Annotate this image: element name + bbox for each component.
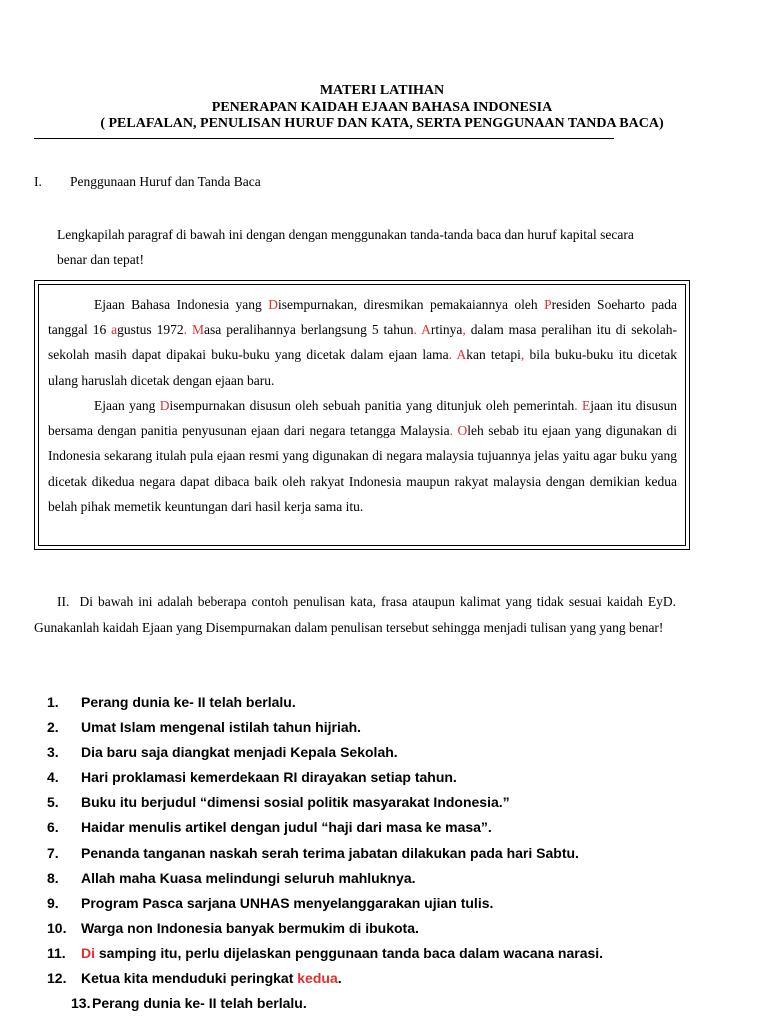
list-item: [0, 715, 768, 740]
list-item-text: [81, 916, 419, 941]
list-item-segment: Hari proklamasi kemerdekaan RI dirayakan setiap tahun.: [81, 769, 457, 786]
list-item-text: [81, 866, 416, 891]
paragraph-text: Ejaan Bahasa Indonesia yang: [94, 297, 269, 312]
correction-mark: P: [544, 297, 552, 312]
list-item-segment: .: [337, 970, 342, 987]
exercise-box: [34, 280, 690, 550]
list-item-number: 1.: [47, 694, 59, 710]
list-item-number: 10.: [47, 919, 67, 936]
list-item: [0, 891, 768, 916]
list-item-number: 4.: [47, 769, 59, 786]
doc-scope: ( PELAFALAN, PENULISAN HURUF DAN KATA, SERTA PENGGUNAAN TANDA BACA): [100, 116, 664, 131]
paragraph-text: bila buku-buku itu dicetak ulang haruslah dicetak dengan ejaan baru.: [48, 347, 677, 388]
list-item: [0, 866, 768, 891]
list-item-text: [81, 966, 342, 991]
list-item-number: 6.: [47, 819, 59, 836]
list-item-segment: Haidar menulis artikel dengan judul “haji dari masa ke masa”.: [81, 819, 492, 836]
list-item-text: [81, 715, 361, 740]
section-2: [34, 589, 676, 640]
list-item: [0, 815, 768, 840]
paragraph-text: isempurnakan disusun oleh sebuah panitia yang ditunjuk oleh pemerintah: [169, 398, 575, 413]
correction-mark: D: [268, 297, 278, 312]
paragraph-text: isempurnakan, diresmikan pemakaiannya oleh: [278, 297, 545, 312]
paragraph-text: gustus 1972: [117, 322, 184, 338]
list-item-text: [92, 991, 307, 1016]
section-1-instruction: Lengkapilah paragraf di bawah ini dengan dengan menggunakan tanda-tanda baca dan huruf kapital secara benar dan tepat!: [57, 227, 634, 267]
paragraph-text: residen Soeharto pada tanggal 16: [48, 297, 677, 338]
list-item-text: [81, 740, 398, 765]
list-item-text: [81, 690, 296, 715]
list-item-number: 9.: [47, 894, 59, 911]
exercise-paragraph-1: [48, 292, 677, 393]
section-2-number: II.: [57, 594, 70, 609]
section-2-instruction: [34, 589, 676, 640]
list-item-number: 8.: [47, 869, 59, 886]
list-item-segment: Ketua kita menduduki peringkat: [81, 970, 298, 987]
paragraph-text: rtinya: [430, 322, 463, 338]
correction-mark: a: [111, 322, 118, 338]
list-item-segment: Allah maha Kuasa melindungi seluruh mahluknya.: [81, 869, 416, 886]
list-item-text: [81, 941, 603, 966]
section-1-title: Penggunaan Huruf dan Tanda Baca: [70, 174, 261, 189]
paragraph-text: jaan itu disusun bersama dengan panitia penyusunan ejaan dari negara tetangga Malaysia: [48, 398, 678, 439]
correction-mark: ,: [520, 347, 525, 363]
list-item-text: [81, 790, 510, 815]
exercise-box-inner: [38, 284, 686, 546]
list-item-number: 7.: [47, 844, 59, 861]
list-item-number: 2.: [47, 719, 59, 736]
list-item-segment: Penanda tanganan naskah serah terima jabatan dilakukan pada hari Sabtu.: [81, 844, 579, 861]
list-item: [0, 690, 768, 715]
list-item: [0, 916, 768, 941]
correction-mark: kedua: [297, 970, 338, 987]
list-item: [0, 740, 768, 765]
list-item-text: [81, 765, 457, 790]
correction-mark: Di: [81, 944, 95, 961]
list-item-segment: Program Pasca sarjana UNHAS menyelanggarakan ujian tulis.: [81, 894, 494, 911]
list-item-segment: Perang dunia ke- II telah berlalu.: [81, 694, 296, 710]
correction-mark: D: [159, 398, 170, 413]
list-item-number: 5.: [47, 794, 59, 811]
paragraph-text: dalam masa peralihan itu di sekolah-sekolah masih dapat dipakai buku-buku yang dicetak dalam ejaan lama: [48, 322, 677, 363]
correction-mark: . A: [448, 347, 467, 363]
doc-title: MATERI LATIHAN: [319, 83, 445, 98]
list-item: [0, 841, 768, 866]
list-item-text: [81, 891, 493, 916]
list-item-text: [81, 841, 579, 866]
correction-mark: . M: [183, 322, 204, 338]
section-1-number: I.: [34, 174, 42, 189]
paragraph-text: leh sebab itu ejaan yang digunakan di Indonesia sekarang itulah pula ejaan resmi yang digunakan di negara malaysia tujuannya jelas yaitu agar buku yang dicetak dikedua negara dapat dibaca baik oleh rakyat Indonesia maupun rakyat malaysia dengan demikian kedua belah pihak memetik keuntungan dari hasil kerja sama itu.: [48, 423, 678, 514]
correction-mark: ,: [462, 322, 466, 338]
list-item-segment: Dia baru saja diangkat menjadi Kepala Sekolah.: [81, 744, 398, 761]
correction-mark: . O: [449, 423, 468, 439]
list-item-text: [81, 815, 492, 840]
correction-mark: . E: [574, 398, 591, 413]
paragraph-text: kan tetapi: [466, 347, 521, 363]
list-item-segment: Perang dunia ke- II telah berlalu.: [92, 995, 307, 1012]
section-2-text: Di bawah ini adalah beberapa contoh penulisan kata, frasa ataupun kalimat yang tidak sesuai kaidah EyD. Gunakanlah kaidah Ejaan yang Disempurnakan dalam penulisan tersebut sehingga menjadi tulisan yang yang benar!: [34, 594, 676, 635]
paragraph-text: Ejaan yang: [94, 398, 160, 413]
exercise-paragraph-2: [48, 393, 677, 519]
list-item-number: 12.: [47, 970, 67, 987]
list-item-segment: samping itu, perlu dijelaskan penggunaan tanda baca dalam wacana narasi.: [95, 944, 604, 961]
list-item: [0, 941, 768, 966]
list-item-segment: Umat Islam mengenal istilah tahun hijriah.: [81, 719, 362, 736]
list-item: [0, 991, 768, 1016]
list-item: [0, 966, 768, 991]
list-item-segment: Buku itu berjudul “dimensi sosial politik masyarakat Indonesia.”: [81, 794, 510, 811]
list-item-number: 11.: [47, 944, 66, 961]
list-item: [0, 790, 768, 815]
header-divider: [34, 138, 614, 139]
correction-mark: . A: [413, 322, 431, 338]
doc-subtitle: PENERAPAN KAIDAH EJAAN BAHASA INDONESIA: [211, 100, 553, 115]
list-item-segment: Warga non Indonesia banyak bermukim di ibukota.: [81, 919, 419, 936]
list-item-number: 3.: [47, 744, 59, 761]
exercise-list: [0, 690, 768, 1016]
paragraph-text: asa peralihannya berlangsung 5 tahun: [204, 322, 414, 338]
list-item-number: 13.: [71, 995, 91, 1012]
list-item: [0, 765, 768, 790]
